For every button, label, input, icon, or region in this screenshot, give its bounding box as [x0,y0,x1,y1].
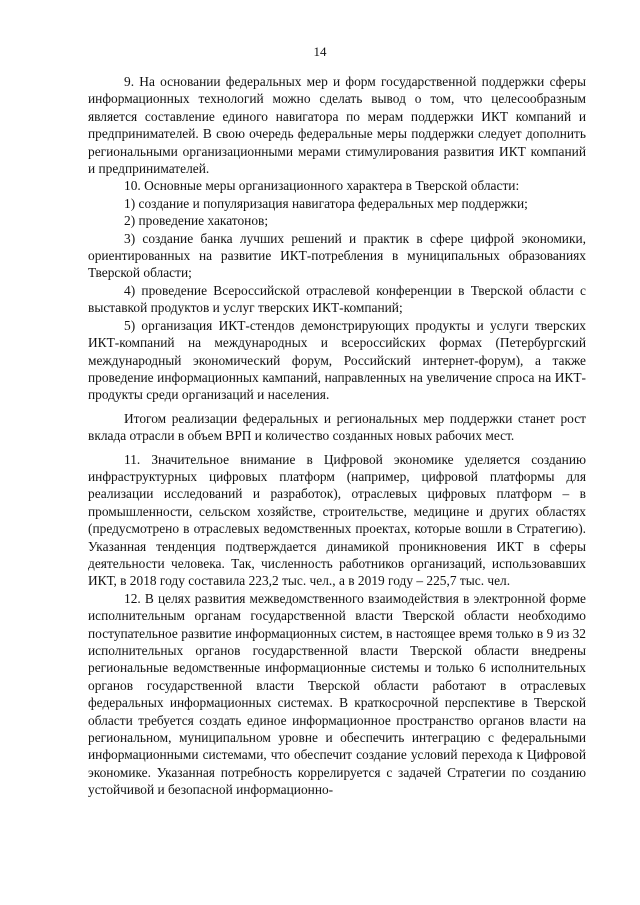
paragraph-11: 11. Значительное внимание в Цифровой экономике уделяется созданию инфраструктурных цифровых платформ (например, цифровой платформы для реализации исследований и разработок), отраслевых цифровых платформ – в промышленности, сельском хозяйстве, строительстве, медицине и других областях (предусмотрено в отраслевых ведомственных проектах, которые вошли в Стратегию). Указанная тенденция подтверждается динамикой проникновения ИКТ в сферы деятельности человека. Так, численность работников организаций, использовавших ИКТ, в 2018 году составила 223,2 тыс. чел., а в 2019 году – 225,7 тыс. чел. [88,451,586,589]
paragraph-12: 12. В целях развития межведомственного взаимодействия в электронной форме исполнительным органам государственной власти Тверской области необходимо поступательное развитие информационных систем, в настоящее время только в 9 из 32 исполнительных органов государственной власти Тверской области внедрены региональные ведомственные информационные системы и только 6 исполнительных органов государственной власти Тверской области работают в отраслевых федеральных информационных системах. В краткосрочной перспективе в Тверской области требуется создать единое информационное пространство органов власти на региональном, муниципальном уровне и обеспечить интеграцию с федеральными информационными системами, что обеспечит создание условий перехода к Цифровой экономике. Указанная потребность коррелируется с задачей Стратегии по созданию устойчивой и безопасной информационно- [88,590,586,798]
measure-item-1: 1) создание и популяризация навигатора федеральных мер поддержки; [124,195,528,211]
paragraph-summary: Итогом реализации федеральных и региональных мер поддержки станет рост вклада отрасли в объем ВРП и количество созданных новых рабочих мест. [88,410,586,444]
measure-item-5: 5) организация ИКТ-стендов демонстрирующих продукты и услуги тверских ИКТ-компаний на международных и всероссийских формах (Петербургский международный экономический форум, Российский интернет-форум), а также проведение информационных кампаний, направленных на увеличение спроса на ИКТ-продукты среди организаций и населения. [88,317,586,403]
document-body [88,73,586,799]
paragraph-10-heading: 10. Основные меры организационного характера в Тверской области: [124,178,520,194]
paragraph-9: 9. На основании федеральных мер и форм государственной поддержки сферы информационных технологий можно сделать вывод о том, что целесообразным является составление единого навигатора по мерам поддержки ИКТ компаний и предпринимателей. В свою очередь федеральные меры поддержки следует дополнить региональными организационными мерами стимулирования развития ИКТ компаний и предпринимателей. [88,74,586,177]
measure-item-4: 4) проведение Всероссийской отраслевой конференции в Тверской области с выставкой продуктов и услуг тверских ИКТ-компаний; [88,282,586,316]
measure-item-2: 2) проведение хакатонов; [124,213,269,229]
measure-item-3: 3) создание банка лучших решений и практик в сфере цифрой экономики, ориентированных на развитие ИКТ-потребления в муниципальных образованиях Тверской области; [88,230,586,281]
page-number: 14 [313,44,327,59]
